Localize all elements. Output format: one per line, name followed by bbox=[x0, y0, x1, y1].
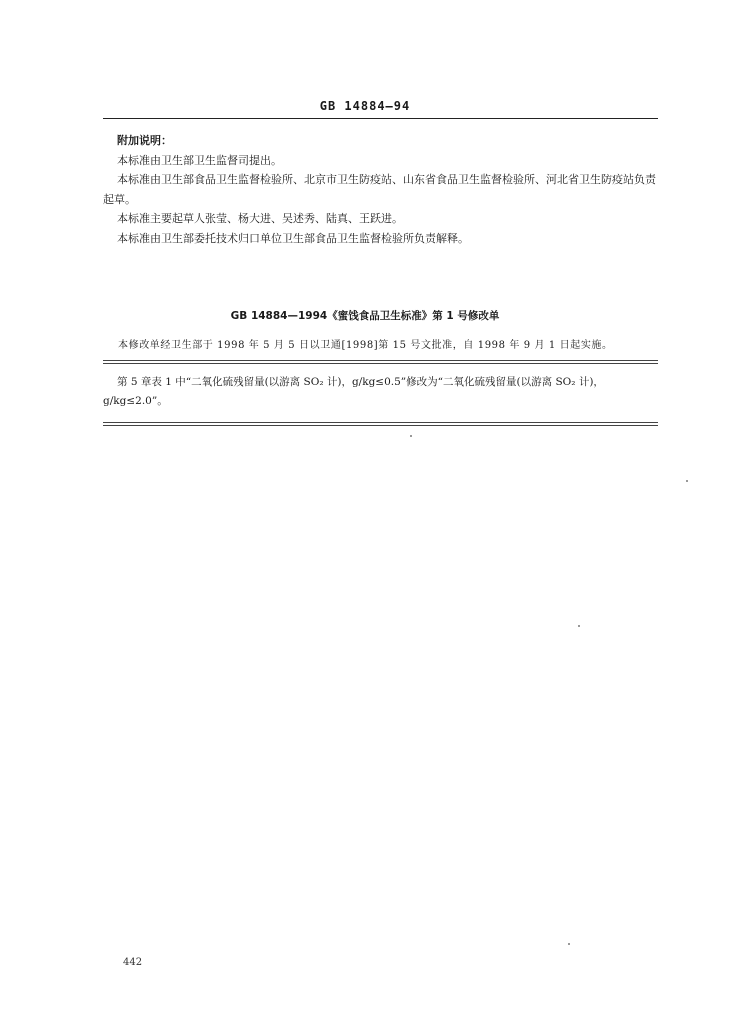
scan-speck bbox=[686, 480, 688, 482]
header-rule bbox=[103, 118, 658, 119]
amendment-text: 第 5 章表 1 中“二氧化硫残留量(以游离 SO₂ 计)，g/kg≤0.5”修改为“二氧化硫残留量(以游离 SO₂ 计)，g/kg≤2.0”。 bbox=[103, 376, 604, 407]
amendment-top-rule bbox=[103, 360, 658, 361]
amendment-title: GB 14884—1994《蜜饯食品卫生标准》第 1 号修改单 bbox=[230, 310, 500, 322]
standard-code: GB 14884—94 bbox=[319, 99, 411, 113]
scan-speck bbox=[578, 625, 580, 627]
page-number: 442 bbox=[123, 957, 143, 968]
notes-title: 附加说明： bbox=[117, 134, 172, 147]
additional-notes bbox=[103, 131, 663, 248]
note-paragraph-drafters: 本标准主要起草人张莹、杨大进、吴述秀、陆真、王跃进。 bbox=[117, 212, 403, 225]
amendment-bottom-rule-inner bbox=[103, 425, 658, 426]
note-paragraph-interpretation: 本标准由卫生部委托技术归口单位卫生部食品卫生监督检验所负责解释。 bbox=[117, 231, 469, 245]
scan-speck bbox=[568, 943, 570, 945]
note-paragraph-drafting-units: 本标准由卫生部食品卫生监督检验所、北京市卫生防疫站、山东省食品卫生监督检验所、河北省卫生防疫站负责起草。 bbox=[103, 173, 656, 206]
note-paragraph-proposer: 本标准由卫生部卫生监督司提出。 bbox=[117, 153, 282, 167]
amendment-top-rule-inner bbox=[103, 363, 658, 364]
amendment-approval: 本修改单经卫生部于 1998 年 5 月 5 日以卫通[1998]第 15 号文批准，自 1998 年 9 月 1 日起实施。 bbox=[118, 340, 613, 351]
amendment-bottom-rule bbox=[103, 422, 658, 423]
scan-speck bbox=[410, 435, 412, 437]
